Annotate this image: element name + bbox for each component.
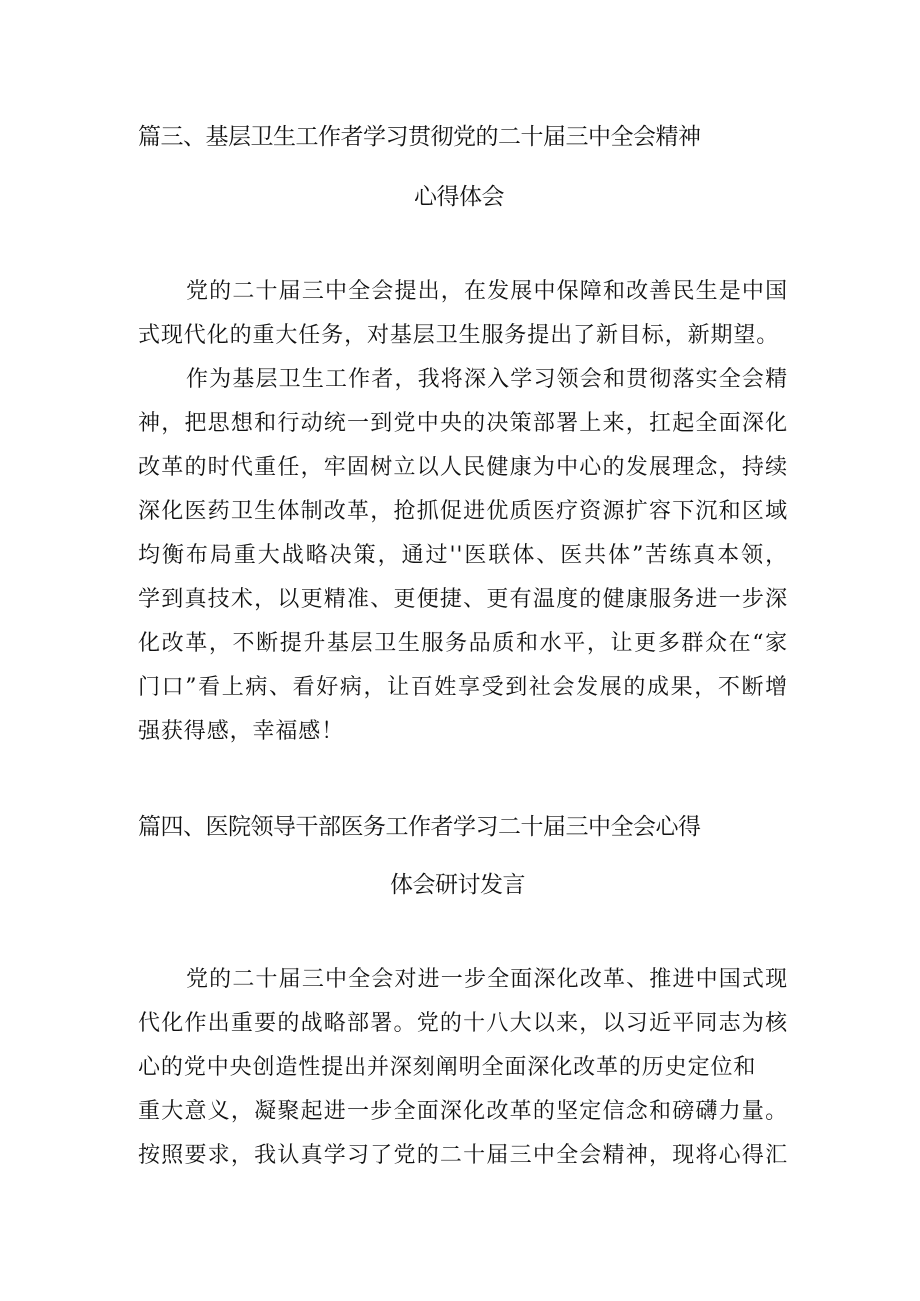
section3-para2-line9: 强获得感，幸福感！: [138, 719, 345, 744]
section3-para1-line2: 式现代化的重大任务，对基层卫生服务提出了新目标，新期望。: [138, 323, 780, 348]
section3-para2-line5: 均衡布局重大战略决策，通过''医联体、医共体”苦练真本领，: [138, 543, 788, 568]
section3-para2-line8: 门口”看上病、看好病，让百姓享受到社会发展的成果，不断增: [138, 675, 788, 700]
section4-para1-line5: 按照要求，我认真学习了党的二十届三中全会精神，现将心得汇: [138, 1143, 788, 1168]
section3-para2-line2: 神，把思想和行动统一到党中央的决策部署上来，扛起全面深化: [138, 411, 788, 436]
section3-title-line1: 篇三、基层卫生工作者学习贯彻党的二十届三中全会精神: [138, 124, 701, 150]
section3-para2-line6: 学到真技术，以更精准、更便捷、更有温度的健康服务进一步深: [138, 587, 788, 612]
section4-para1-line3: 心的党中央创造性提出并深刻阐明全面深化改革的历史定位和: [138, 1055, 757, 1080]
section4-para1-line1: 党的二十届三中全会对进一步全面深化改革、推进中国式现: [186, 967, 788, 992]
section3-para2-line4: 深化医药卫生体制改革，抢抓促进优质医疗资源扩容下沉和区域: [138, 499, 788, 524]
section4-title-line1: 篇四、医院领导干部医务工作者学习二十届三中全会心得: [138, 814, 701, 840]
section4-para1-line4: 重大意义，凝聚起进一步全面深化改革的坚定信念和磅礴力量。: [138, 1099, 788, 1124]
section3-title-line2: 心得体会: [414, 184, 504, 210]
section3-para2-line7: 化改革，不断提升基层卫生服务品质和水平，让更多群众在“家: [138, 631, 788, 656]
section4-title-line2: 体会研讨发言: [390, 872, 525, 898]
section3-para2-line1: 作为基层卫生工作者，我将深入学习领会和贯彻落实全会精: [186, 367, 788, 392]
section3-para2-line3: 改革的时代重任，牢固树立以人民健康为中心的发展理念，持续: [138, 455, 788, 480]
section3-para1-line1: 党的二十届三中全会提出，在发展中保障和改善民生是中国: [186, 279, 788, 304]
section4-para1-line2: 代化作出重要的战略部署。党的十八大以来，以习近平同志为核: [138, 1011, 788, 1036]
